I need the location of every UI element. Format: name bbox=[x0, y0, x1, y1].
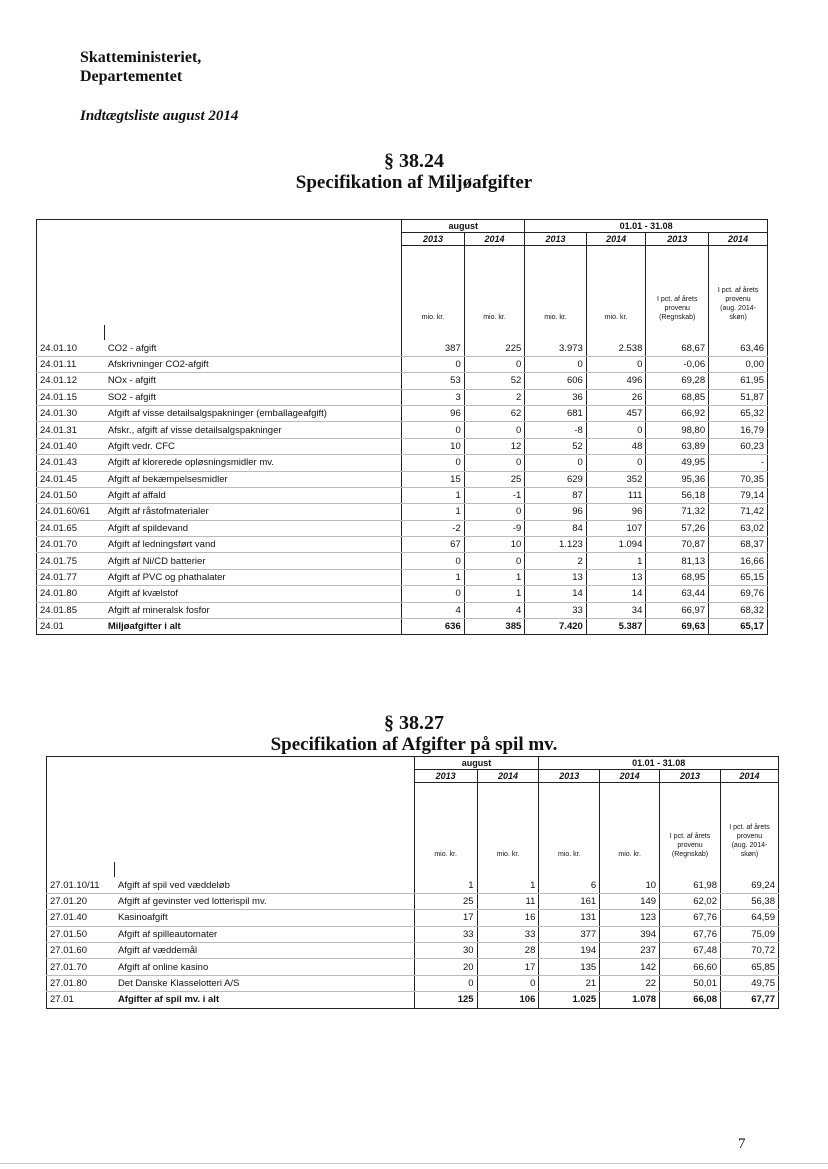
value-cell: 30 bbox=[414, 942, 477, 958]
year-header: 2014 bbox=[720, 770, 778, 783]
account-description: Afgift af spil ved væddeløb bbox=[115, 877, 414, 893]
year-header: 2014 bbox=[477, 770, 539, 783]
account-description: Afgift af visse detailsalgspakninger (emballageafgift) bbox=[105, 405, 402, 421]
account-code: 24.01.11 bbox=[37, 356, 105, 372]
value-cell: 2 bbox=[525, 553, 587, 569]
value-cell: 67,48 bbox=[660, 942, 721, 958]
value-cell: 53 bbox=[402, 373, 465, 389]
pct-regnskab-label: I pct. af årets provenu (Regnskab) bbox=[660, 783, 721, 863]
value-cell: 1.123 bbox=[525, 537, 587, 553]
value-cell: 67,76 bbox=[660, 926, 721, 942]
section-heading-38-24 bbox=[0, 150, 828, 194]
value-cell: 63,44 bbox=[646, 586, 709, 602]
table-row bbox=[37, 586, 768, 602]
account-code: 24.01.77 bbox=[37, 569, 105, 585]
account-code: 24.01.31 bbox=[37, 422, 105, 438]
value-cell: 96 bbox=[586, 504, 646, 520]
value-cell: -1 bbox=[464, 487, 525, 503]
table-row bbox=[37, 373, 768, 389]
value-cell: 106 bbox=[477, 992, 539, 1008]
account-description: Kasinoafgift bbox=[115, 910, 414, 926]
year-header: 2014 bbox=[709, 233, 768, 246]
value-cell: 0 bbox=[464, 422, 525, 438]
ministry-header bbox=[80, 48, 201, 86]
unit-label: mio. kr. bbox=[539, 783, 600, 863]
value-cell: 69,63 bbox=[646, 619, 709, 635]
value-cell: 14 bbox=[525, 586, 587, 602]
period-august: august bbox=[414, 757, 539, 770]
value-cell: 0 bbox=[586, 455, 646, 471]
account-code: 24.01.15 bbox=[37, 389, 105, 405]
table-row bbox=[37, 405, 768, 421]
table-row bbox=[37, 340, 768, 356]
account-description: Afskr., afgift af visse detailsalgspakninger bbox=[105, 422, 402, 438]
value-cell: 15 bbox=[402, 471, 465, 487]
value-cell: 62,02 bbox=[660, 893, 721, 909]
value-cell: 61,95 bbox=[709, 373, 768, 389]
value-cell: 65,15 bbox=[709, 569, 768, 585]
value-cell: 131 bbox=[539, 910, 600, 926]
account-description: Afgift vedr. CFC bbox=[105, 438, 402, 454]
value-cell: 496 bbox=[586, 373, 646, 389]
value-cell: 0 bbox=[414, 975, 477, 991]
value-cell: 50,01 bbox=[660, 975, 721, 991]
value-cell: 17 bbox=[414, 910, 477, 926]
value-cell: 20 bbox=[414, 959, 477, 975]
account-description: SO2 - afgift bbox=[105, 389, 402, 405]
account-description: Afgift af PVC og phathalater bbox=[105, 569, 402, 585]
value-cell: 0 bbox=[525, 455, 587, 471]
value-cell: 28 bbox=[477, 942, 539, 958]
value-cell: 13 bbox=[586, 569, 646, 585]
account-description: Afgifter af spil mv. i alt bbox=[115, 992, 414, 1008]
header-period-row bbox=[47, 757, 779, 770]
account-description: Afgift af væddemål bbox=[115, 942, 414, 958]
value-cell: 62 bbox=[464, 405, 525, 421]
table-row bbox=[37, 389, 768, 405]
section-heading-38-27 bbox=[0, 712, 828, 756]
year-header: 2014 bbox=[464, 233, 525, 246]
value-cell: 0 bbox=[477, 975, 539, 991]
table-row bbox=[37, 438, 768, 454]
value-cell: 51,87 bbox=[709, 389, 768, 405]
account-code: 24.01.70 bbox=[37, 537, 105, 553]
miljoafgifter-table bbox=[36, 219, 768, 635]
table-row bbox=[37, 553, 768, 569]
value-cell: 377 bbox=[539, 926, 600, 942]
account-description: NOx - afgift bbox=[105, 373, 402, 389]
table-row bbox=[37, 422, 768, 438]
value-cell: 1 bbox=[402, 487, 465, 503]
account-code: 24.01.75 bbox=[37, 553, 105, 569]
value-cell: 111 bbox=[586, 487, 646, 503]
account-code: 24.01.65 bbox=[37, 520, 105, 536]
value-cell: 149 bbox=[600, 893, 660, 909]
value-cell: 385 bbox=[464, 619, 525, 635]
value-cell: 10 bbox=[464, 537, 525, 553]
header-blank bbox=[37, 220, 402, 326]
value-cell: 107 bbox=[586, 520, 646, 536]
section-number: § 38.24 bbox=[384, 150, 444, 172]
header-blank bbox=[47, 757, 415, 863]
spilafgifter-table bbox=[46, 756, 779, 1009]
table-row bbox=[47, 942, 779, 958]
value-cell: 13 bbox=[525, 569, 587, 585]
value-cell: 681 bbox=[525, 405, 587, 421]
section-title: Specifikation af Afgifter på spil mv. bbox=[270, 734, 558, 755]
value-cell: 0 bbox=[525, 356, 587, 372]
value-cell: -9 bbox=[464, 520, 525, 536]
value-cell: 67 bbox=[402, 537, 465, 553]
year-header: 2013 bbox=[539, 770, 600, 783]
account-description: Afgift af klorerede opløsningsmidler mv. bbox=[105, 455, 402, 471]
table-row bbox=[47, 910, 779, 926]
value-cell: -0,06 bbox=[646, 356, 709, 372]
account-code: 24.01.85 bbox=[37, 602, 105, 618]
value-cell: 0 bbox=[402, 455, 465, 471]
section-title: Specifikation af Miljøafgifter bbox=[295, 172, 533, 193]
value-cell: 2 bbox=[464, 389, 525, 405]
value-cell: 123 bbox=[600, 910, 660, 926]
value-cell: 68,95 bbox=[646, 569, 709, 585]
value-cell: 66,08 bbox=[660, 992, 721, 1008]
value-cell: 70,35 bbox=[709, 471, 768, 487]
value-cell: 2.538 bbox=[586, 340, 646, 356]
value-cell: 69,76 bbox=[709, 586, 768, 602]
account-description: CO2 - afgift bbox=[105, 340, 402, 356]
period-ytd: 01.01 - 31.08 bbox=[539, 757, 779, 770]
table-row bbox=[37, 504, 768, 520]
section-number: § 38.27 bbox=[384, 712, 444, 734]
account-code: 27.01.50 bbox=[47, 926, 115, 942]
value-cell: 1 bbox=[414, 877, 477, 893]
value-cell: 63,02 bbox=[709, 520, 768, 536]
account-description: Afgift af Ni/CD batterier bbox=[105, 553, 402, 569]
value-cell: 96 bbox=[525, 504, 587, 520]
account-code: 24.01.50 bbox=[37, 487, 105, 503]
value-cell: 63,46 bbox=[709, 340, 768, 356]
account-code: 24.01 bbox=[37, 619, 105, 635]
account-description: Afgift af ledningsført vand bbox=[105, 537, 402, 553]
table-row bbox=[37, 356, 768, 372]
account-description: Afskrivninger CO2-afgift bbox=[105, 356, 402, 372]
page-number: 7 bbox=[738, 1136, 746, 1152]
value-cell: 95,36 bbox=[646, 471, 709, 487]
value-cell: 68,32 bbox=[709, 602, 768, 618]
account-code: 24.01.10 bbox=[37, 340, 105, 356]
value-cell: 352 bbox=[586, 471, 646, 487]
account-code: 24.01.30 bbox=[37, 405, 105, 421]
account-code: 24.01.43 bbox=[37, 455, 105, 471]
unit-label: mio. kr. bbox=[464, 246, 525, 326]
value-cell: 75,09 bbox=[720, 926, 778, 942]
account-description: Afgift af spilleautomater bbox=[115, 926, 414, 942]
value-cell: 69,28 bbox=[646, 373, 709, 389]
value-cell: 96 bbox=[402, 405, 465, 421]
table-row bbox=[37, 569, 768, 585]
value-cell: 67,77 bbox=[720, 992, 778, 1008]
value-cell: 71,32 bbox=[646, 504, 709, 520]
account-code: 27.01.70 bbox=[47, 959, 115, 975]
value-cell: 33 bbox=[477, 926, 539, 942]
value-cell: 16,66 bbox=[709, 553, 768, 569]
unit-label: mio. kr. bbox=[477, 783, 539, 863]
value-cell: 60,23 bbox=[709, 438, 768, 454]
value-cell: 56,38 bbox=[720, 893, 778, 909]
department-name: Departementet bbox=[80, 68, 183, 85]
value-cell: 26 bbox=[586, 389, 646, 405]
account-code: 27.01.80 bbox=[47, 975, 115, 991]
value-cell: 71,42 bbox=[709, 504, 768, 520]
value-cell: 48 bbox=[586, 438, 646, 454]
value-cell: 34 bbox=[586, 602, 646, 618]
value-cell: 161 bbox=[539, 893, 600, 909]
value-cell: 16,79 bbox=[709, 422, 768, 438]
account-code: 27.01.40 bbox=[47, 910, 115, 926]
document-subtitle: Indtægtsliste august 2014 bbox=[80, 108, 239, 124]
table-row bbox=[37, 520, 768, 536]
value-cell: -2 bbox=[402, 520, 465, 536]
value-cell: 70,87 bbox=[646, 537, 709, 553]
value-cell: 0 bbox=[464, 504, 525, 520]
value-cell: 1.078 bbox=[600, 992, 660, 1008]
value-cell: 68,67 bbox=[646, 340, 709, 356]
value-cell: 21 bbox=[539, 975, 600, 991]
account-description: Afgift af gevinster ved lotterispil mv. bbox=[115, 893, 414, 909]
value-cell: 16 bbox=[477, 910, 539, 926]
table-row bbox=[47, 975, 779, 991]
value-cell: 65,17 bbox=[709, 619, 768, 635]
value-cell: 79,14 bbox=[709, 487, 768, 503]
value-cell: 11 bbox=[477, 893, 539, 909]
unit-label: mio. kr. bbox=[586, 246, 646, 326]
account-description: Afgift af spildevand bbox=[105, 520, 402, 536]
unit-label: mio. kr. bbox=[600, 783, 660, 863]
year-header: 2013 bbox=[402, 233, 465, 246]
value-cell: 52 bbox=[525, 438, 587, 454]
value-cell: 0,00 bbox=[709, 356, 768, 372]
table-row bbox=[47, 926, 779, 942]
value-cell: 1.025 bbox=[539, 992, 600, 1008]
account-description: Det Danske Klasselotteri A/S bbox=[115, 975, 414, 991]
value-cell: 135 bbox=[539, 959, 600, 975]
value-cell: 457 bbox=[586, 405, 646, 421]
value-cell: 5.387 bbox=[586, 619, 646, 635]
value-cell: 629 bbox=[525, 471, 587, 487]
value-cell: 0 bbox=[402, 356, 465, 372]
total-row bbox=[47, 992, 779, 1008]
value-cell: 61,98 bbox=[660, 877, 721, 893]
year-header: 2013 bbox=[646, 233, 709, 246]
spacer-row bbox=[47, 862, 779, 877]
value-cell: 65,85 bbox=[720, 959, 778, 975]
value-cell: 81,13 bbox=[646, 553, 709, 569]
value-cell: 56,18 bbox=[646, 487, 709, 503]
total-row bbox=[37, 619, 768, 635]
value-cell: 49,95 bbox=[646, 455, 709, 471]
account-code: 27.01.20 bbox=[47, 893, 115, 909]
value-cell: 0 bbox=[402, 586, 465, 602]
spacer-row bbox=[37, 325, 768, 340]
year-header: 2013 bbox=[525, 233, 587, 246]
value-cell: 14 bbox=[586, 586, 646, 602]
unit-label: mio. kr. bbox=[402, 246, 465, 326]
period-ytd: 01.01 - 31.08 bbox=[525, 220, 768, 233]
value-cell: 0 bbox=[464, 455, 525, 471]
value-cell: 1 bbox=[586, 553, 646, 569]
value-cell: 1.094 bbox=[586, 537, 646, 553]
unit-label: mio. kr. bbox=[414, 783, 477, 863]
pct-skon-label: I pct. af årets provenu (aug. 2014- skøn) bbox=[720, 783, 778, 863]
value-cell: 194 bbox=[539, 942, 600, 958]
account-description: Afgift af affald bbox=[105, 487, 402, 503]
value-cell: -8 bbox=[525, 422, 587, 438]
value-cell: 67,76 bbox=[660, 910, 721, 926]
account-description: Afgift af bekæmpelsesmidler bbox=[105, 471, 402, 487]
value-cell: 22 bbox=[600, 975, 660, 991]
table-row bbox=[47, 877, 779, 893]
value-cell: 0 bbox=[464, 553, 525, 569]
value-cell: 4 bbox=[402, 602, 465, 618]
value-cell: 3.973 bbox=[525, 340, 587, 356]
year-header: 2013 bbox=[414, 770, 477, 783]
value-cell: 1 bbox=[402, 504, 465, 520]
value-cell: 36 bbox=[525, 389, 587, 405]
value-cell: 0 bbox=[586, 422, 646, 438]
table-row bbox=[47, 959, 779, 975]
value-cell: 33 bbox=[525, 602, 587, 618]
year-header: 2014 bbox=[586, 233, 646, 246]
footer-divider bbox=[0, 1163, 828, 1164]
header-period-row bbox=[37, 220, 768, 233]
value-cell: 25 bbox=[414, 893, 477, 909]
account-description: Afgift af online kasino bbox=[115, 959, 414, 975]
table-row bbox=[37, 537, 768, 553]
value-cell: 12 bbox=[464, 438, 525, 454]
value-cell: 142 bbox=[600, 959, 660, 975]
year-header: 2013 bbox=[660, 770, 721, 783]
value-cell: 66,60 bbox=[660, 959, 721, 975]
value-cell: 68,85 bbox=[646, 389, 709, 405]
table-row bbox=[37, 602, 768, 618]
value-cell: 10 bbox=[402, 438, 465, 454]
value-cell: 87 bbox=[525, 487, 587, 503]
value-cell: 237 bbox=[600, 942, 660, 958]
account-code: 24.01.60/61 bbox=[37, 504, 105, 520]
pct-regnskab-label: I pct. af årets provenu (Regnskab) bbox=[646, 246, 709, 326]
value-cell: 394 bbox=[600, 926, 660, 942]
account-code: 24.01.40 bbox=[37, 438, 105, 454]
value-cell: 0 bbox=[402, 553, 465, 569]
value-cell: 0 bbox=[586, 356, 646, 372]
value-cell: 0 bbox=[402, 422, 465, 438]
value-cell: 65,32 bbox=[709, 405, 768, 421]
account-code: 24.01.80 bbox=[37, 586, 105, 602]
ministry-name: Skatteministeriet, bbox=[80, 49, 202, 66]
value-cell: 1 bbox=[464, 569, 525, 585]
value-cell: 17 bbox=[477, 959, 539, 975]
value-cell: 66,97 bbox=[646, 602, 709, 618]
value-cell: 84 bbox=[525, 520, 587, 536]
account-code: 24.01.12 bbox=[37, 373, 105, 389]
value-cell: 0 bbox=[464, 356, 525, 372]
value-cell: 98,80 bbox=[646, 422, 709, 438]
value-cell: 7.420 bbox=[525, 619, 587, 635]
value-cell: 57,26 bbox=[646, 520, 709, 536]
account-description: Afgift af mineralsk fosfor bbox=[105, 602, 402, 618]
value-cell: 25 bbox=[464, 471, 525, 487]
value-cell: 68,37 bbox=[709, 537, 768, 553]
table-body bbox=[47, 877, 779, 1008]
value-cell: - bbox=[709, 455, 768, 471]
pct-skon-label: I pct. af årets provenu (aug. 2014- skøn) bbox=[709, 246, 768, 326]
period-august: august bbox=[402, 220, 525, 233]
value-cell: 10 bbox=[600, 877, 660, 893]
account-code: 27.01 bbox=[47, 992, 115, 1008]
account-description: Afgift af kvælstof bbox=[105, 586, 402, 602]
value-cell: 66,92 bbox=[646, 405, 709, 421]
table-row bbox=[47, 893, 779, 909]
value-cell: 636 bbox=[402, 619, 465, 635]
value-cell: 1 bbox=[402, 569, 465, 585]
value-cell: 1 bbox=[464, 586, 525, 602]
account-description: Afgift af råstofmaterialer bbox=[105, 504, 402, 520]
account-code: 27.01.10/11 bbox=[47, 877, 115, 893]
value-cell: 6 bbox=[539, 877, 600, 893]
value-cell: 49,75 bbox=[720, 975, 778, 991]
value-cell: 69,24 bbox=[720, 877, 778, 893]
value-cell: 606 bbox=[525, 373, 587, 389]
value-cell: 3 bbox=[402, 389, 465, 405]
account-description: Miljøafgifter i alt bbox=[105, 619, 402, 635]
value-cell: 63,89 bbox=[646, 438, 709, 454]
year-header: 2014 bbox=[600, 770, 660, 783]
table-row bbox=[37, 487, 768, 503]
unit-label: mio. kr. bbox=[525, 246, 587, 326]
table-row bbox=[37, 471, 768, 487]
account-code: 24.01.45 bbox=[37, 471, 105, 487]
value-cell: 64,59 bbox=[720, 910, 778, 926]
value-cell: 1 bbox=[477, 877, 539, 893]
account-code: 27.01.60 bbox=[47, 942, 115, 958]
value-cell: 70,72 bbox=[720, 942, 778, 958]
value-cell: 387 bbox=[402, 340, 465, 356]
value-cell: 4 bbox=[464, 602, 525, 618]
table-body bbox=[37, 340, 768, 635]
value-cell: 125 bbox=[414, 992, 477, 1008]
value-cell: 33 bbox=[414, 926, 477, 942]
table-row bbox=[37, 455, 768, 471]
value-cell: 52 bbox=[464, 373, 525, 389]
value-cell: 225 bbox=[464, 340, 525, 356]
